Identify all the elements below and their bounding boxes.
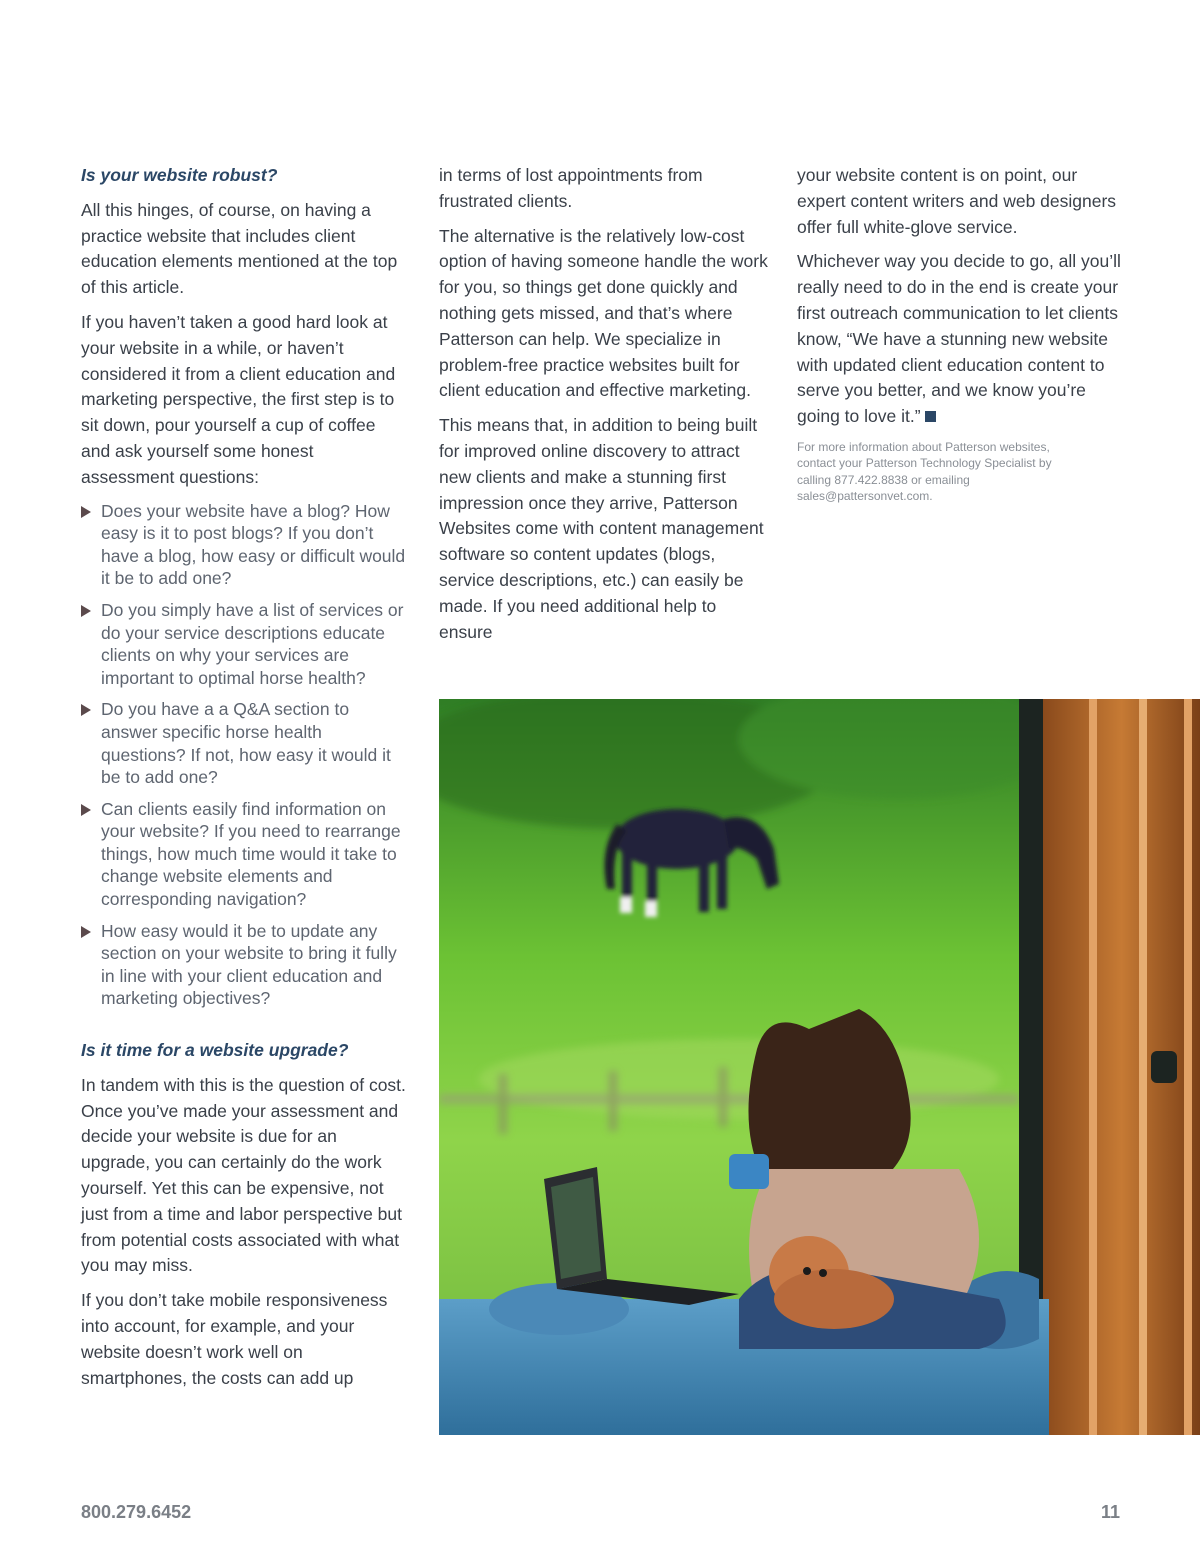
list-item: Do you have a a Q&A section to answer specific horse health questions? If not, how easy it would it be to add one? bbox=[81, 698, 407, 788]
paragraph: This means that, in addition to being built for improved online discovery to attract new clients and make a stunning first impression once they arrive, Patterson Websites come with content management software so content updates (blogs, service descriptions, etc.) can easily be made. If you need additional help to ensure bbox=[439, 415, 764, 642]
triangle-bullet-icon bbox=[81, 704, 91, 716]
paragraph: The alternative is the relatively low-cost option of having someone handle the work for you, so things get done quickly and nothing gets missed, and that’s where Patterson can help. We specialize in problem-free practice websites built for client education and effective marketing. bbox=[439, 225, 768, 401]
triangle-bullet-icon bbox=[81, 804, 91, 816]
list-item: How easy would it be to update any section on your website to bring it fully in line with your client education and marketing objectives? bbox=[81, 920, 407, 1010]
paragraph: in terms of lost appointments from frustrated clients. bbox=[439, 165, 703, 211]
column-middle bbox=[439, 163, 769, 654]
triangle-bullet-icon bbox=[81, 605, 91, 617]
triangle-bullet-icon bbox=[81, 506, 91, 518]
list-item: Does your website have a blog? How easy is it to post blogs? If you don’t have a blog, how easy or difficult would it be to add one? bbox=[81, 500, 407, 590]
assessment-question-list bbox=[81, 500, 407, 1010]
section-heading-robust: Is your website robust? bbox=[81, 165, 278, 185]
paragraph: If you don’t take mobile responsiveness into account, for example, and your website doesn’t work well on smartphones, the costs can add up bbox=[81, 1290, 388, 1388]
list-item: Can clients easily find information on your website? If you need to rearrange things, how much time would it take to change website elements and corresponding navigation? bbox=[81, 798, 407, 911]
photo-woman-laptop-horse bbox=[439, 699, 1200, 1435]
closing-paragraph: Whichever way you decide to go, all you’ll really need to do in the end is create your first outreach communication to let clients know, “We have a stunning new website with updated client education content to serve you better, and we know you’re going to love it.” bbox=[797, 251, 1121, 427]
paragraph: your website content is on point, our expert content writers and web designers offer full white-glove service. bbox=[797, 165, 1117, 237]
list-item: Do you simply have a list of services or do your service descriptions educate clients on why your services are important to optimal horse health? bbox=[81, 599, 407, 689]
triangle-bullet-icon bbox=[81, 926, 91, 938]
column-left bbox=[81, 163, 407, 1400]
footer-phone-number: 800.279.6452 bbox=[81, 1502, 192, 1522]
column-right bbox=[797, 163, 1127, 505]
paragraph: In tandem with this is the question of cost. Once you’ve made your assessment and decide your website is due for an upgrade, you can certainly do the work yourself. Yet this can be expensive, not just from a time and labor perspective but from potential costs associated with what you may miss. bbox=[81, 1074, 406, 1276]
end-of-article-icon bbox=[925, 411, 936, 422]
page-number: 11 bbox=[1100, 1502, 1120, 1522]
paragraph: All this hinges, of course, on having a practice website that includes client education elements mentioned at the top of this article. bbox=[81, 199, 398, 298]
section-heading-upgrade: Is it time for a website upgrade? bbox=[81, 1040, 349, 1061]
contact-note: For more information about Patterson websites, contact your Patterson Technology Specialist by calling 877.422.8838 or emailing sales@pattersonvet.com. bbox=[797, 439, 1052, 504]
paragraph: If you haven’t taken a good hard look at your website in a while, or haven’t considered it from a client education and marketing perspective, the first step is to sit down, pour yourself a cup of coffee and ask yourself some honest assessment questions: bbox=[81, 311, 396, 487]
